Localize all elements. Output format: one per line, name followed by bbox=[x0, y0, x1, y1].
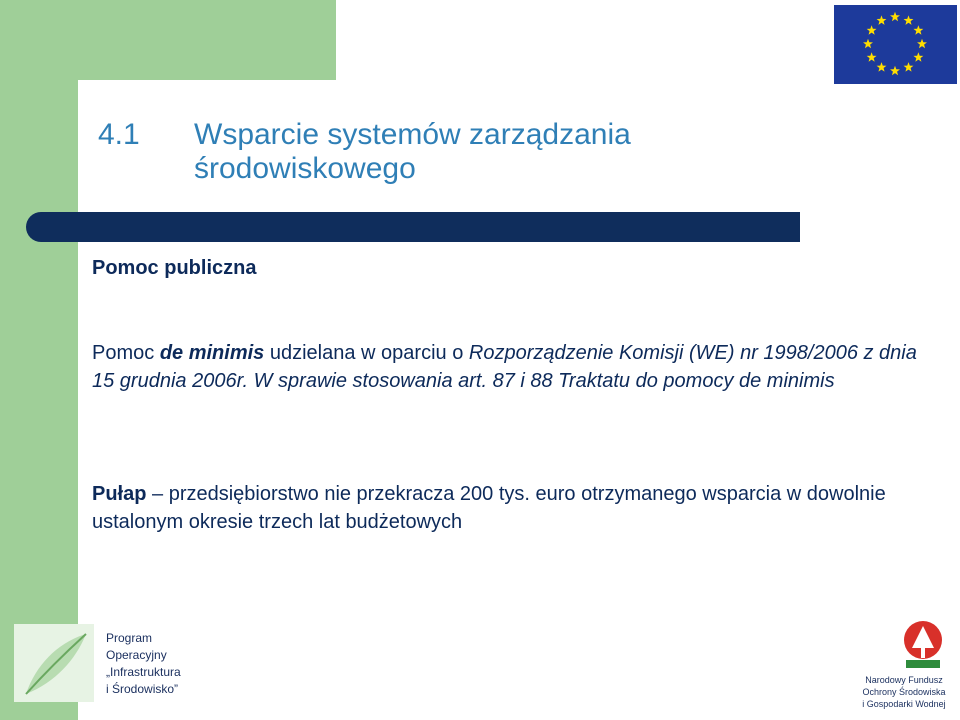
limit-label: Pułap bbox=[92, 483, 147, 505]
eu-star-icon bbox=[917, 39, 927, 48]
para1-regulation: Rozporządzenie Komisji (WE) nr 1998/2006 z dnia 15 grudnia 2006r. W sprawie stosowania art. 87 i 88 Traktatu do pomocy de minimis bbox=[92, 342, 917, 392]
eu-star-icon bbox=[877, 62, 887, 71]
nfos-line: i Gospodarki Wodnej bbox=[862, 699, 946, 709]
limit-text: – przedsiębiorstwo nie przekracza 200 tys. euro otrzymanego wsparcia w dowolnie ustalonym okresie trzech lat budżetowych bbox=[92, 483, 886, 533]
title-number: 4.1 bbox=[98, 118, 140, 151]
nfos-tree-icon bbox=[900, 620, 946, 670]
eu-star-icon bbox=[913, 25, 923, 34]
top-green-band bbox=[0, 0, 336, 80]
title-text: Wsparcie systemów zarządzania środowiskowego bbox=[194, 118, 631, 185]
eu-star-icon bbox=[867, 25, 877, 34]
eu-star-icon bbox=[867, 52, 877, 61]
program-line: Operacyjny bbox=[106, 648, 167, 662]
eu-star-icon bbox=[877, 15, 887, 24]
nfos-line: Narodowy Fundusz bbox=[865, 675, 943, 685]
eu-star-icon bbox=[863, 39, 873, 48]
program-line: Program bbox=[106, 631, 153, 645]
eu-star-icon bbox=[904, 15, 914, 24]
paragraph-de-minimis bbox=[92, 339, 922, 395]
para1-part3: udzielana w oparciu o bbox=[264, 342, 469, 364]
para1-emphasis: de minimis bbox=[159, 342, 265, 364]
section-heading: Pomoc publiczna bbox=[92, 257, 257, 279]
program-line: „Infrastruktura bbox=[106, 665, 181, 679]
nfos-line: Ochrony Środowiska bbox=[862, 687, 946, 697]
title-divider-bar bbox=[26, 212, 800, 242]
nfos-name bbox=[852, 674, 956, 710]
left-green-band bbox=[0, 0, 78, 720]
eu-star-icon bbox=[913, 52, 923, 61]
program-line: i Środowisko” bbox=[106, 682, 179, 696]
eu-star-icon bbox=[890, 66, 900, 75]
program-name bbox=[106, 630, 181, 698]
leaf-logo-icon bbox=[14, 624, 94, 702]
eu-flag-icon bbox=[834, 5, 957, 84]
paragraph-limit bbox=[92, 480, 922, 536]
eu-star-icon bbox=[904, 62, 914, 71]
para1-part1: Pomoc bbox=[92, 342, 160, 364]
eu-star-icon bbox=[890, 12, 900, 21]
